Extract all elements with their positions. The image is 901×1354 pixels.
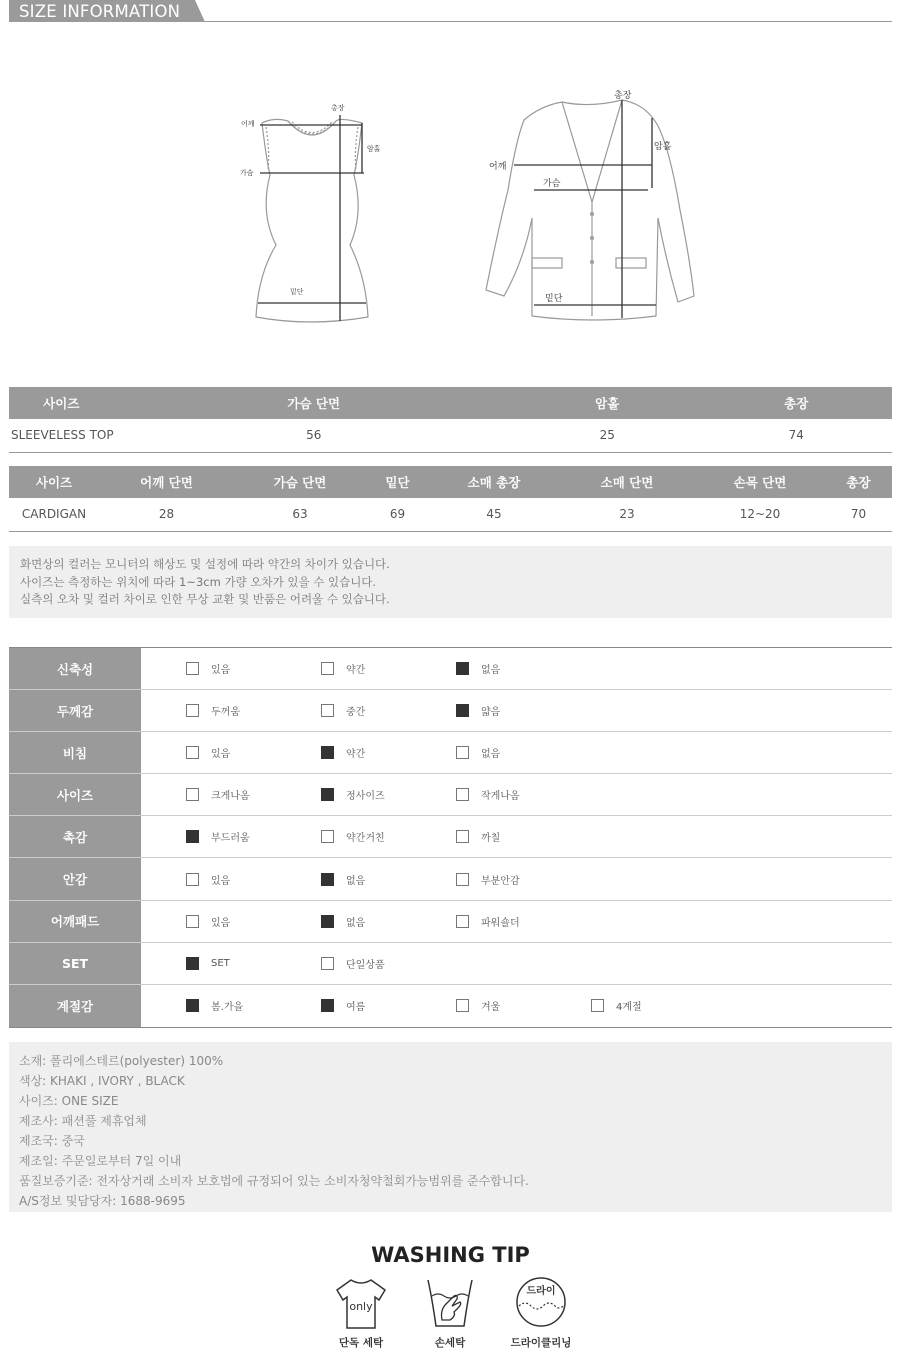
checked-checkbox[interactable] [321,915,334,928]
table-cell: 45 [429,498,559,531]
info-size: 사이즈: ONE SIZE [19,1094,119,1108]
attribute-row [9,816,892,858]
unchecked-checkbox[interactable] [186,662,199,675]
table-header-cell: 사이즈 [9,466,99,498]
table-cell: 28 [99,498,234,531]
attribute-option-label: 정사이즈 [346,791,385,803]
top-label-hem: 밑단 [290,288,304,296]
attribute-row [9,690,892,732]
attribute-option[interactable] [186,943,230,984]
attribute-row [9,901,892,943]
wash-label-dry: 드라이클리닝 [510,1337,572,1349]
checked-checkbox[interactable] [321,746,334,759]
washing-title: WASHING TIP [371,1243,530,1267]
unchecked-checkbox[interactable] [186,915,199,928]
checked-checkbox[interactable] [321,788,334,801]
header-title: SIZE INFORMATION [19,2,181,21]
attribute-label: 계절감 [9,985,141,1027]
table-header-cell: 총장 [825,466,892,498]
info-warranty: 품질보증기준: 전자상거래 소비자 보호법에 규정되어 있는 소비자청약철회가능범위를 준수합니다. [19,1174,529,1188]
attribute-option-label: 부분안감 [481,875,520,887]
attribute-option[interactable] [456,985,500,1027]
top-label-length: 총장 [331,104,345,112]
attribute-option[interactable] [186,732,230,773]
attribute-option-label: 크게나옴 [211,791,250,803]
attribute-option-label: 까칠 [481,833,501,845]
attribute-row [9,985,892,1027]
attribute-option-label: 파워숄더 [481,917,520,929]
unchecked-checkbox[interactable] [456,830,469,843]
checked-checkbox[interactable] [456,704,469,717]
attribute-option-label: 중간 [346,707,366,719]
attribute-table [9,647,892,1028]
attribute-label: 촉감 [9,816,141,857]
attribute-row [9,943,892,985]
unchecked-checkbox[interactable] [321,662,334,675]
attribute-option[interactable] [186,690,240,731]
sleeveless-top-diagram [230,95,400,335]
notice-line: 실측의 오차 및 컬러 차이로 인한 무상 교환 및 반품은 어려울 수 있습니다. [20,592,390,606]
cardigan-diagram [480,90,700,325]
table-header-cell: 가슴 단면 [114,387,514,419]
table-cell: 56 [114,419,514,452]
attribute-option[interactable] [456,858,520,899]
top-label-chest: 가슴 [240,169,254,177]
attribute-option-label: 작게나옴 [481,791,520,803]
attribute-label: 신축성 [9,648,141,689]
unchecked-checkbox[interactable] [591,999,604,1012]
attribute-row [9,648,892,690]
attribute-option[interactable] [186,648,230,689]
notice-line: 화면상의 컬러는 모니터의 해상도 및 설정에 따라 약간의 차이가 있습니다. [20,557,390,571]
attribute-option-label: 약간 [346,665,366,677]
wash-label-only: 단독 세탁 [338,1337,384,1349]
attribute-option-label: 겨울 [481,1002,501,1014]
attribute-option-label: 부드러움 [211,833,250,845]
attribute-option-label: 두꺼움 [211,707,240,719]
attribute-option[interactable] [186,774,250,815]
unchecked-checkbox[interactable] [321,830,334,843]
table-cell: 70 [825,498,892,531]
table-cell: 74 [701,419,893,452]
attribute-option-label: 약간거친 [346,833,385,845]
checked-checkbox[interactable] [321,999,334,1012]
attribute-row [9,732,892,774]
checked-checkbox[interactable] [186,830,199,843]
attribute-option[interactable] [456,816,500,857]
unchecked-checkbox[interactable] [456,873,469,886]
unchecked-checkbox[interactable] [456,915,469,928]
table-cell: 23 [559,498,695,531]
dry-clean-icon [513,1276,569,1332]
info-country: 제조국: 중국 [19,1134,85,1148]
table-header-cell: 소매 총장 [429,466,559,498]
tshirt-only-text: only [349,1300,373,1313]
attribute-label: 두께감 [9,690,141,731]
attribute-option[interactable] [186,985,243,1027]
info-manufacturer: 제조사: 패션풀 제휴업체 [19,1114,147,1128]
unchecked-checkbox[interactable] [321,704,334,717]
attribute-option[interactable] [456,648,500,689]
cardigan-label-armhole: 암홀 [654,142,672,152]
attribute-option[interactable] [456,732,500,773]
attribute-option[interactable] [186,858,230,899]
table-cell: 69 [366,498,429,531]
attribute-option-label: 없음 [481,749,501,761]
attribute-option[interactable] [321,648,365,689]
attribute-option[interactable] [321,985,365,1027]
table-header-cell: 밑단 [366,466,429,498]
table-header-cell: 암홀 [514,387,701,419]
attribute-option[interactable] [456,690,500,731]
unchecked-checkbox[interactable] [186,704,199,717]
attribute-option[interactable] [321,943,385,984]
attribute-option[interactable] [321,816,385,857]
info-date: 제조일: 주문일로부터 7일 이내 [19,1154,182,1168]
attribute-option[interactable] [456,774,520,815]
attribute-option[interactable] [591,985,642,1027]
table-cell: CARDIGAN [9,498,99,531]
table-cell: 12~20 [695,498,825,531]
attribute-row [9,858,892,900]
table-header-row [9,466,892,498]
table-cell: 25 [514,419,701,452]
attribute-option-label: SET [211,957,230,969]
unchecked-checkbox[interactable] [456,788,469,801]
attribute-option[interactable] [456,901,520,942]
size-table-top [9,387,892,453]
notice-box [9,546,892,618]
attribute-option-label: 없음 [346,875,366,887]
table-header-cell: 소매 단면 [559,466,695,498]
attribute-option[interactable] [186,816,250,857]
unchecked-checkbox[interactable] [456,746,469,759]
table-row [9,498,892,531]
attribute-option-label: 있음 [211,665,231,677]
attribute-option[interactable] [186,901,230,942]
table-cell: SLEEVELESS TOP [9,419,114,452]
table-header-cell: 가슴 단면 [234,466,366,498]
table-header-row [9,387,892,419]
attribute-option-label: 없음 [481,665,501,677]
section-header [9,0,892,22]
cardigan-label-length: 총장 [614,91,632,101]
attribute-option-label: 얇음 [481,707,501,719]
checked-checkbox[interactable] [186,999,199,1012]
info-material: 소재: 폴리에스테르(polyester) 100% [19,1054,224,1068]
attribute-option-label: 있음 [211,917,231,929]
attribute-label: 비침 [9,732,141,773]
product-info-box [9,1042,892,1212]
top-label-shoulder: 어깨 [241,120,255,128]
attribute-option[interactable] [321,732,365,773]
attribute-option-label: 4계절 [616,1002,642,1014]
table-cell: 63 [234,498,366,531]
unchecked-checkbox[interactable] [456,999,469,1012]
unchecked-checkbox[interactable] [186,788,199,801]
attribute-option[interactable] [321,901,365,942]
wash-label-hand: 손세탁 [434,1337,466,1349]
attribute-label: 안감 [9,858,141,899]
cardigan-label-shoulder: 어깨 [489,162,507,172]
size-table-cardigan [9,466,892,532]
checked-checkbox[interactable] [456,662,469,675]
top-label-armhole: 암홀 [367,145,381,153]
attribute-option-label: 있음 [211,875,231,887]
unchecked-checkbox[interactable] [186,873,199,886]
table-header-cell: 손목 단면 [695,466,825,498]
attribute-option-label: 봄.가을 [211,1002,244,1014]
attribute-option-label: 약간 [346,749,366,761]
info-as: A/S정보 및담당자: 1688-9695 [19,1194,186,1208]
table-row [9,419,892,452]
cardigan-label-chest: 가슴 [543,179,561,189]
attribute-option-label: 없음 [346,917,366,929]
cardigan-label-hem: 밑단 [545,294,563,304]
attribute-row [9,774,892,816]
info-color: 색상: KHAKI , IVORY , BLACK [19,1074,185,1088]
table-header-cell: 총장 [701,387,893,419]
attribute-label: SET [9,943,141,984]
unchecked-checkbox[interactable] [186,746,199,759]
checked-checkbox[interactable] [321,873,334,886]
tshirt-only-icon [335,1276,387,1332]
table-header-cell: 어깨 단면 [99,466,234,498]
hand-wash-icon [424,1276,476,1332]
attribute-option-label: 여름 [346,1002,366,1014]
attribute-option-label: 있음 [211,749,231,761]
notice-line: 사이즈는 측정하는 위치에 따라 1~3cm 가량 오차가 있을 수 있습니다. [20,574,377,589]
attribute-label: 어깨패드 [9,901,141,942]
attribute-option[interactable] [321,690,365,731]
dry-clean-text: 드라이 [526,1286,556,1297]
attribute-option[interactable] [321,774,385,815]
attribute-option[interactable] [321,858,365,899]
checked-checkbox[interactable] [186,957,199,970]
attribute-option-label: 단일상품 [346,959,385,971]
table-header-cell: 사이즈 [9,387,114,419]
attribute-label: 사이즈 [9,774,141,815]
unchecked-checkbox[interactable] [321,957,334,970]
